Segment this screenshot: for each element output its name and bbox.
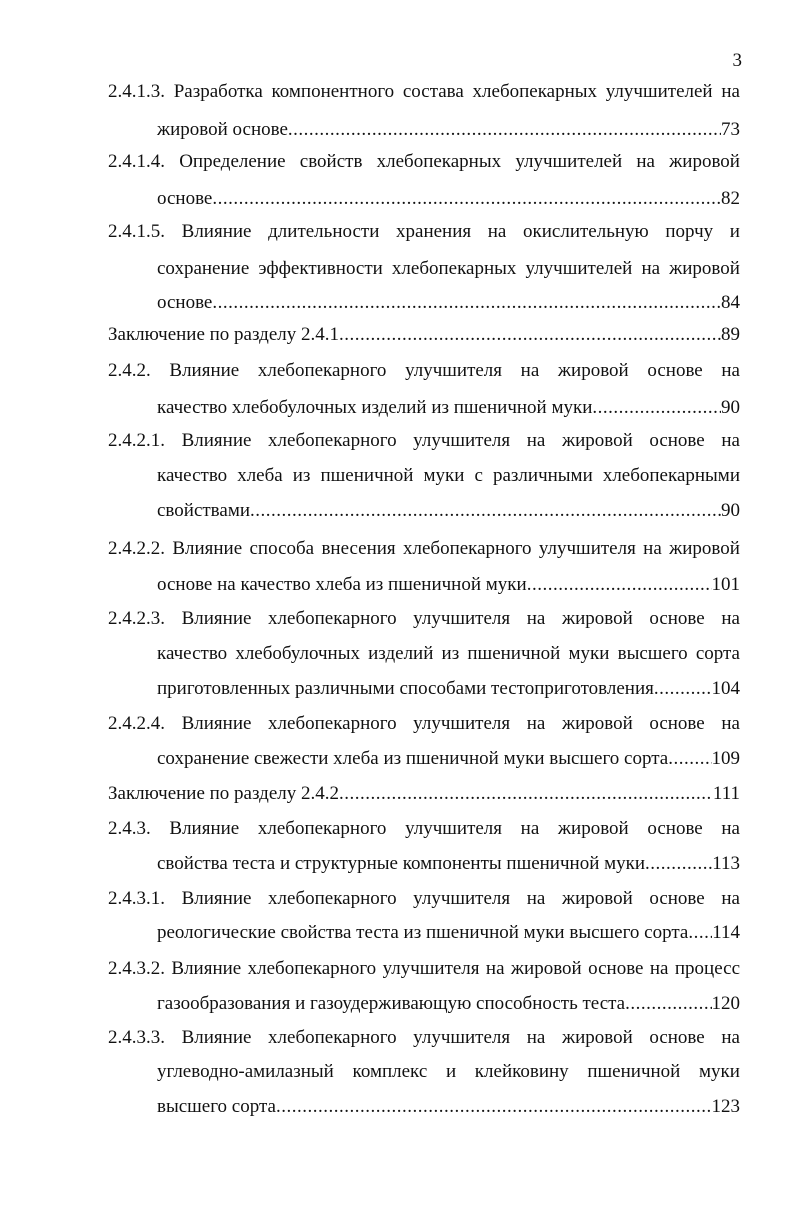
toc-word: улучшителя — [405, 360, 503, 381]
toc-word: способа — [249, 538, 315, 559]
toc-word: на — [520, 818, 540, 839]
toc-page-number: 73 — [721, 119, 740, 140]
toc-word: клейковину — [474, 1061, 569, 1082]
toc-word: пшеничной — [320, 465, 414, 486]
dot-leader — [592, 395, 721, 421]
toc-word: Влияние — [181, 713, 252, 734]
toc-section-number: 2.4.1.4. — [108, 151, 165, 172]
toc-word: улучшителей — [605, 81, 713, 102]
dot-leader — [654, 676, 712, 702]
toc-leader-line — [157, 498, 740, 524]
toc-word: хлебопекарного — [268, 608, 397, 629]
toc-word: на — [526, 1027, 546, 1048]
toc-word: на — [721, 713, 740, 734]
toc-word: из — [441, 643, 460, 664]
toc-word: на — [526, 608, 546, 629]
toc-word: жировой — [561, 888, 633, 909]
toc-word: и — [729, 221, 740, 242]
toc-page-number: 109 — [711, 748, 740, 769]
toc-word: хлебопекарного — [402, 538, 532, 559]
toc-section-number: 2.4.3. — [108, 818, 151, 839]
toc-section-number: 2.4.2.2. — [108, 538, 165, 559]
toc-word: на — [721, 818, 740, 839]
toc-word: хлеба — [237, 465, 283, 486]
toc-word: жировой — [669, 538, 740, 559]
toc-word: Влияние — [181, 1027, 252, 1048]
toc-entry-text: основе на качество хлеба из пшеничной муки — [157, 574, 527, 595]
toc-word: жировой — [561, 1027, 633, 1048]
toc-leader-line — [157, 851, 740, 877]
toc-word: Влияние — [181, 608, 252, 629]
toc-section-number: 2.4.1.3. — [108, 81, 165, 102]
toc-entry-text: газообразования и газоудерживающую способность теста — [157, 993, 626, 1014]
toc-word: на — [485, 958, 505, 979]
toc-leader-line — [108, 781, 740, 807]
toc-word: улучшителя — [413, 713, 511, 734]
toc-word: окислительную — [523, 221, 649, 242]
toc-word: хлебобулочных — [235, 643, 360, 664]
toc-word: хлебопекарного — [268, 713, 397, 734]
toc-word: углеводно-амилазный — [157, 1061, 334, 1082]
toc-page-number: 84 — [721, 292, 740, 313]
toc-word: на — [641, 258, 661, 279]
toc-entry-text: свойства теста и структурные компоненты пшеничной муки — [157, 853, 646, 874]
toc-word: хранения — [396, 221, 472, 242]
toc-word: жировой — [669, 258, 740, 279]
toc-word: хлебопекарными — [602, 465, 740, 486]
toc-word: качество — [157, 643, 228, 664]
dot-leader — [339, 322, 721, 348]
toc-word: жировой — [561, 430, 633, 451]
toc-leader-line — [157, 991, 740, 1017]
toc-entry-text: Заключение по разделу 2.4.1 — [108, 324, 339, 345]
toc-word: Определение — [179, 151, 286, 172]
toc-word: сохранение — [157, 258, 250, 279]
dot-leader — [250, 498, 721, 524]
toc-section-number: 2.4.1.5. — [108, 221, 165, 242]
toc-word: хлебопекарного — [257, 818, 387, 839]
toc-word: жировой — [557, 360, 629, 381]
toc-entry-text: Заключение по разделу 2.4.2 — [108, 783, 339, 804]
toc-word: на — [721, 1027, 740, 1048]
dot-leader — [625, 991, 711, 1017]
toc-word: улучшителей — [525, 258, 633, 279]
dot-leader — [668, 746, 711, 772]
toc-word: основе — [588, 958, 644, 979]
toc-word: жировой — [557, 818, 629, 839]
toc-word: хлебопекарного — [268, 430, 397, 451]
toc-leader-line — [157, 117, 740, 143]
toc-word: на — [649, 958, 669, 979]
toc-word: из — [292, 465, 311, 486]
toc-leader-line — [157, 746, 740, 772]
toc-word: на — [721, 81, 740, 102]
toc-page-number: 113 — [712, 853, 740, 874]
toc-leader-line — [157, 395, 740, 421]
toc-word: улучшителя — [405, 818, 503, 839]
toc-leader-line — [157, 290, 740, 316]
toc-entry-text: качество хлебобулочных изделий из пшеничной муки — [157, 397, 593, 418]
toc-leader-line — [157, 1094, 740, 1120]
toc-word: хлебопекарных — [472, 81, 598, 102]
toc-word: хлебопекарных — [376, 151, 502, 172]
toc-page-number: 111 — [712, 783, 740, 804]
toc-page-number: 90 — [721, 500, 740, 521]
dot-leader — [276, 1094, 712, 1120]
toc-word: изделий — [368, 643, 434, 664]
dot-leader — [339, 781, 713, 807]
toc-word: основе — [649, 430, 705, 451]
toc-word: на — [526, 430, 546, 451]
toc-word: хлебопекарного — [268, 888, 397, 909]
toc-word: муки — [568, 643, 610, 664]
toc-word: жировой — [561, 713, 633, 734]
dot-leader — [645, 851, 712, 877]
toc-word: на — [721, 888, 740, 909]
toc-entry-text: реологические свойства теста из пшеничной муки высшего сорта — [157, 922, 689, 943]
toc-word: улучшителя — [538, 538, 636, 559]
toc-word: качество — [157, 465, 228, 486]
toc-entry-text: основе — [157, 292, 213, 313]
toc-word: с — [474, 465, 483, 486]
toc-entry-text: основе — [157, 188, 213, 209]
toc-word: Влияние — [169, 818, 240, 839]
toc-word: жировой — [669, 151, 740, 172]
toc-word: основе — [649, 713, 705, 734]
toc-section-number: 2.4.3.1. — [108, 888, 165, 909]
dot-leader — [212, 186, 721, 212]
toc-word: на — [721, 430, 740, 451]
toc-word: улучшителей — [515, 151, 623, 172]
toc-word: хлебопекарного — [247, 958, 377, 979]
toc-page-number: 82 — [721, 188, 740, 209]
toc-leader-line — [157, 572, 740, 598]
toc-word: на — [643, 538, 662, 559]
toc-entry-text: свойствами — [157, 500, 251, 521]
toc-word: свойств — [299, 151, 363, 172]
toc-word: длительности — [268, 221, 380, 242]
toc-word: комплекс — [352, 1061, 428, 1082]
toc-word: на — [721, 608, 740, 629]
toc-word: на — [526, 888, 546, 909]
toc-section-number: 2.4.3.2. — [108, 958, 165, 979]
dot-leader — [212, 290, 721, 316]
toc-word: Влияние — [172, 538, 243, 559]
toc-entry-text: высшего сорта — [157, 1096, 276, 1117]
toc-word: и — [445, 1061, 457, 1082]
toc-word: на — [636, 151, 655, 172]
toc-page-number: 120 — [711, 993, 740, 1014]
toc-word: пшеничной — [467, 643, 561, 664]
toc-entry-text: жировой основе — [157, 119, 288, 140]
dot-leader — [527, 572, 712, 598]
toc-leader-line — [157, 186, 740, 212]
toc-word: основе — [647, 360, 703, 381]
toc-entry-text: сохранение свежести хлеба из пшеничной муки высшего сорта — [157, 748, 669, 769]
toc-page-number: 89 — [721, 324, 740, 345]
toc-word: Влияние — [169, 360, 240, 381]
toc-word: компонентного — [271, 81, 395, 102]
toc-word: улучшителя — [413, 430, 511, 451]
dot-leader — [688, 920, 712, 946]
toc-word: улучшителя — [382, 958, 480, 979]
toc-leader-line — [108, 322, 740, 348]
toc-word: на — [520, 360, 540, 381]
toc-word: хлебопекарных — [391, 258, 517, 279]
toc-word: улучшителя — [413, 1027, 511, 1048]
toc-word: на — [721, 360, 740, 381]
toc-word: Разработка — [173, 81, 263, 102]
toc-section-number: 2.4.2.3. — [108, 608, 165, 629]
toc-word: на — [526, 713, 546, 734]
toc-word: эффективности — [258, 258, 383, 279]
toc-word: жировой — [561, 608, 633, 629]
toc-word: муки — [423, 465, 465, 486]
toc-page-number: 104 — [711, 678, 740, 699]
toc-word: внесения — [321, 538, 396, 559]
toc-page-number: 101 — [711, 574, 740, 595]
toc-word: процесс — [674, 958, 740, 979]
toc-leader-line — [157, 676, 740, 702]
toc-page-number: 123 — [711, 1096, 740, 1117]
toc-word: хлебопекарного — [257, 360, 387, 381]
toc-word: основе — [647, 818, 703, 839]
toc-word: на — [487, 221, 507, 242]
toc-word: сорта — [695, 643, 740, 664]
toc-word: жировой — [510, 958, 582, 979]
toc-word: хлебопекарного — [268, 1027, 397, 1048]
toc-leader-line — [157, 920, 740, 946]
toc-section-number: 2.4.2. — [108, 360, 151, 381]
toc-word: высшего — [617, 643, 688, 664]
toc-entry-text: приготовленных различными способами тестоприготовления — [157, 678, 654, 699]
toc-word: состава — [402, 81, 464, 102]
toc-section-number: 2.4.2.4. — [108, 713, 165, 734]
toc-word: основе — [649, 888, 705, 909]
toc-word: основе — [649, 608, 705, 629]
toc-word: Влияние — [171, 958, 242, 979]
toc-word: Влияние — [181, 221, 252, 242]
toc-word: основе — [649, 1027, 705, 1048]
toc-word: муки — [699, 1061, 740, 1082]
toc-word: Влияние — [181, 888, 252, 909]
dot-leader — [288, 117, 721, 143]
toc-page-number: 90 — [721, 397, 740, 418]
toc-word: улучшителя — [413, 608, 511, 629]
toc-word: порчу — [665, 221, 714, 242]
toc-section-number: 2.4.3.3. — [108, 1027, 165, 1048]
page-number: 3 — [732, 50, 742, 71]
toc-word: различными — [492, 465, 593, 486]
toc-word: пшеничной — [587, 1061, 681, 1082]
toc-word: Влияние — [181, 430, 252, 451]
toc-word: улучшителя — [413, 888, 511, 909]
toc-page-number: 114 — [712, 922, 740, 943]
toc-section-number: 2.4.2.1. — [108, 430, 165, 451]
